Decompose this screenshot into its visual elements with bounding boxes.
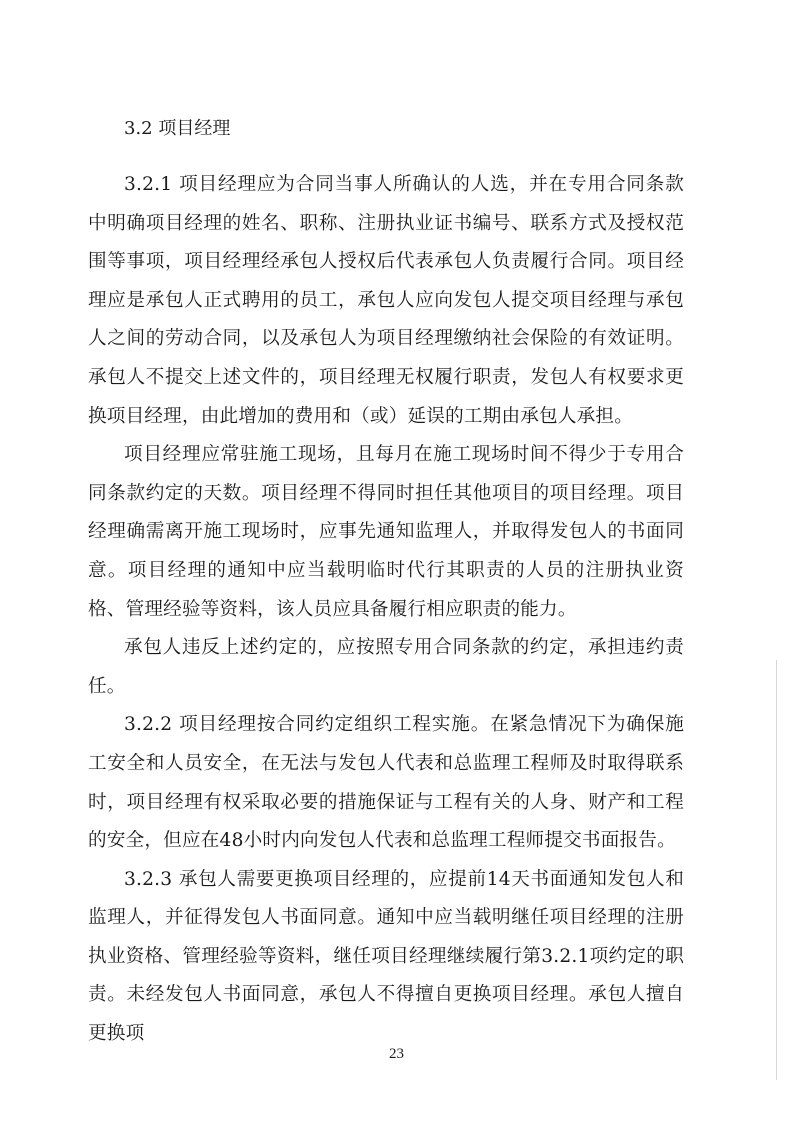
page-content — [88, 114, 684, 1054]
scan-edge-line — [776, 660, 777, 1080]
page-number: 23 — [389, 1046, 404, 1062]
paragraph-3-2-3: 3.2.3 承包人需要更换项目经理的，应提前14天书面通知发包人和监理人，并征得发包人书面同意。通知中应当载明继任项目经理的注册执业资格、管理经验等资料，继任项目经理继续履行第3.2.1项约定的职责。未经发包人书面同意，承包人不得擅自更换项目经理。承包人擅自更换项 — [88, 868, 684, 1045]
paragraph-3-2-1: 3.2.1 项目经理应为合同当事人所确认的人选，并在专用合同条款中明确项目经理的姓名、职称、注册执业证书编号、联系方式及授权范围等事项，项目经理经承包人授权后代表承包人负责履行合同。项目经理应是承包人正式聘用的员工，承包人应向发包人提交项目经理与承包人之间的劳动合同，以及承包人为项目经理缴纳社会保险的有效证明。承包人不提交上述文件的，项目经理无权履行职责，发包人有权要求更换项目经理，由此增加的费用和（或）延误的工期由承包人承担。 — [88, 174, 684, 427]
paragraph-breach-liability: 承包人违反上述约定的，应按照专用合同条款的约定，承担违约责任。 — [88, 637, 684, 697]
paragraph-3-2-2: 3.2.2 项目经理按合同约定组织工程实施。在紧急情况下为确保施工安全和人员安全，在无法与发包人代表和总监理工程师及时取得联系时，项目经理有权采取必要的措施保证与工程有关的人身、财产和工程的安全，但应在48小时内向发包人代表和总监理工程师提交书面报告。 — [88, 714, 684, 852]
section-heading: 3.2 项目经理 — [124, 118, 231, 139]
paragraph-resident-on-site: 项目经理应常驻施工现场，且每月在施工现场时间不得少于专用合同条款约定的天数。项目经理不得同时担任其他项目的项目经理。项目经理确需离开施工现场时，应事先通知监理人，并取得发包人的书面同意。项目经理的通知中应当载明临时代行其职责的人员的注册执业资格、管理经验等资料，该人员应具备履行相应职责的能力。 — [88, 444, 684, 620]
